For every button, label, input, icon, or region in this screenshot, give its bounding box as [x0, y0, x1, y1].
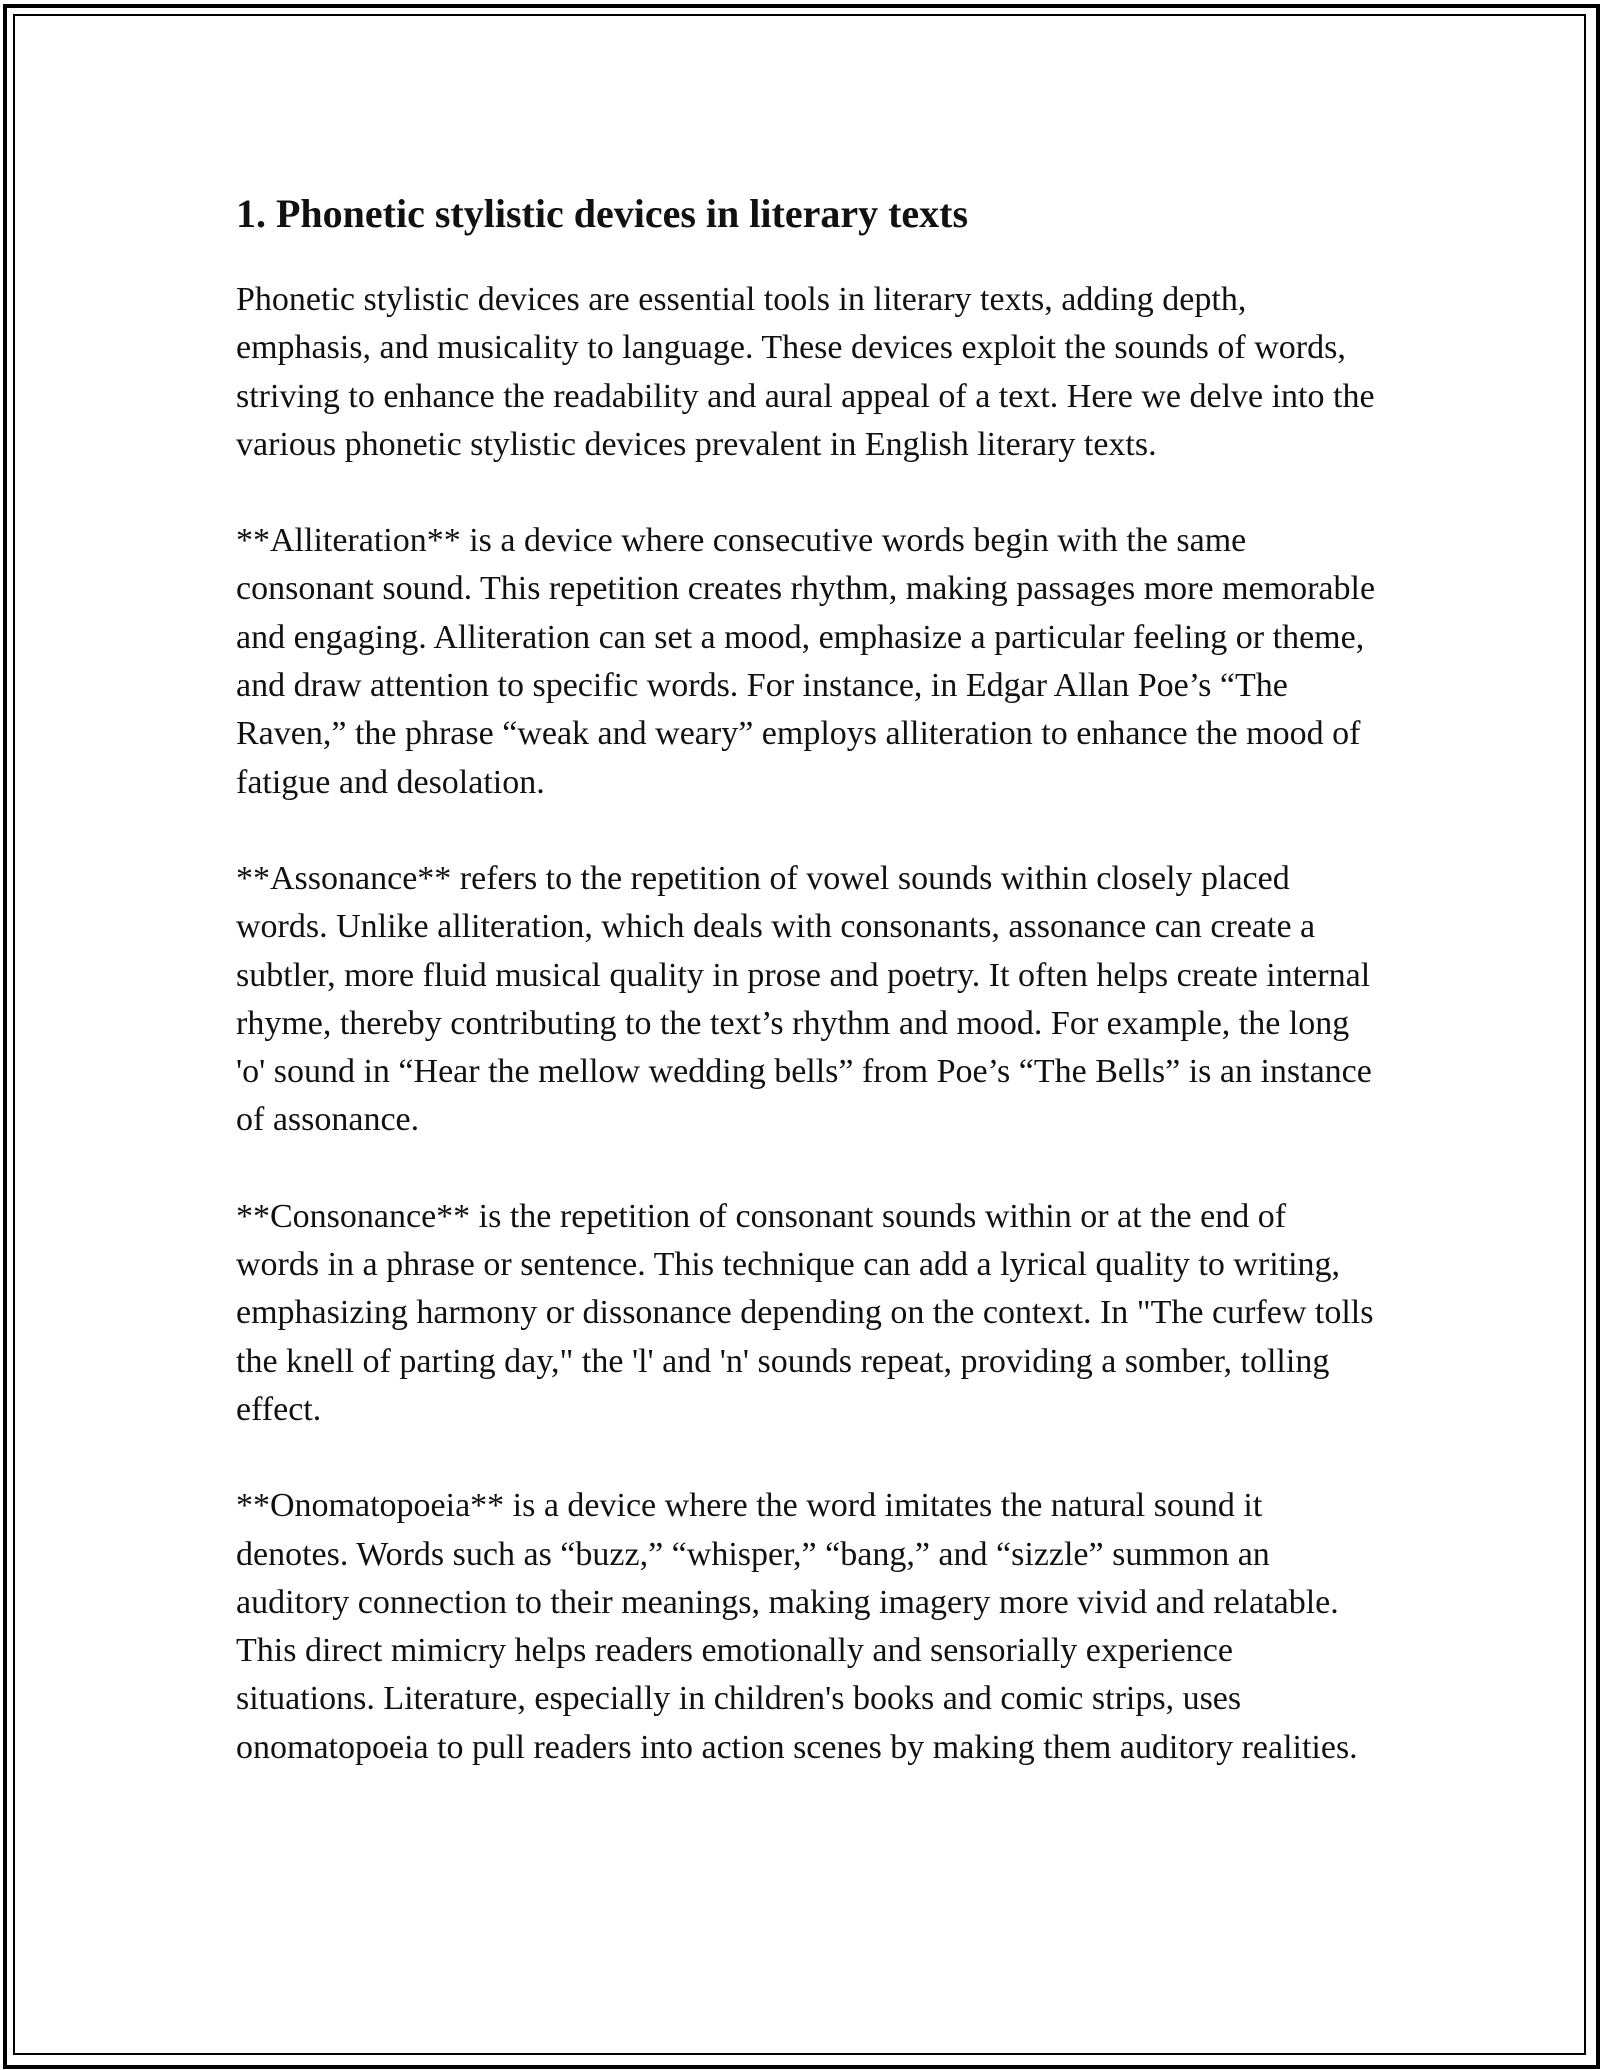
paragraph-alliteration: **Alliteration** is a device where consecutive words begin with the same consonant sound. This repetition creates rhythm, making passages more memorable and engaging. Alliteration can set a mood, emphasize a particular feeling or theme, and draw attention to specific words. For instance, in Edgar Allan Poe’s “The Raven,” the phrase “weak and weary” employs alliteration to enhance the mood of fatigue and desolation. — [236, 522, 1376, 801]
document-body — [236, 182, 1376, 1772]
paragraph-onomatopoeia: **Onomatopoeia** is a device where the word imitates the natural sound it denotes. Words such as “buzz,” “whisper,” “bang,” and “sizzle” summon an auditory connection to their meanings, making imagery more vivid and relatable. This direct mimicry helps readers emotionally and sensorially experience situations. Literature, especially in children's books and comic strips, uses onomatopoeia to pull readers into action scenes by making them auditory realities. — [236, 1487, 1358, 1766]
paragraph-assonance: **Assonance** refers to the repetition of vowel sounds within closely placed words. Unlike alliteration, which deals with consonants, assonance can create a subtler, more fluid musical quality in prose and poetry. It often helps create internal rhyme, thereby contributing to the text’s rhythm and mood. For example, the long 'o' sound in “Hear the mellow wedding bells” from Poe’s “The Bells” is an instance of assonance. — [236, 859, 1372, 1139]
paragraph-intro: Phonetic stylistic devices are essential tools in literary texts, adding depth, emphasis, and musicality to language. These devices exploit the sounds of words, striving to enhance the readability and aural appeal of a text. Here we delve into the various phonetic stylistic devices prevalent in English literary texts. — [236, 281, 1375, 463]
section-heading: 1. Phonetic stylistic devices in literary texts — [236, 191, 969, 236]
paragraph-consonance: **Consonance** is the repetition of consonant sounds within or at the end of words in a phrase or sentence. This technique can add a lyrical quality to writing, emphasizing harmony or dissonance depending on the context. In "The curfew tolls the knell of parting day," the 'l' and 'n' sounds repeat, providing a somber, tolling effect. — [236, 1197, 1374, 1428]
